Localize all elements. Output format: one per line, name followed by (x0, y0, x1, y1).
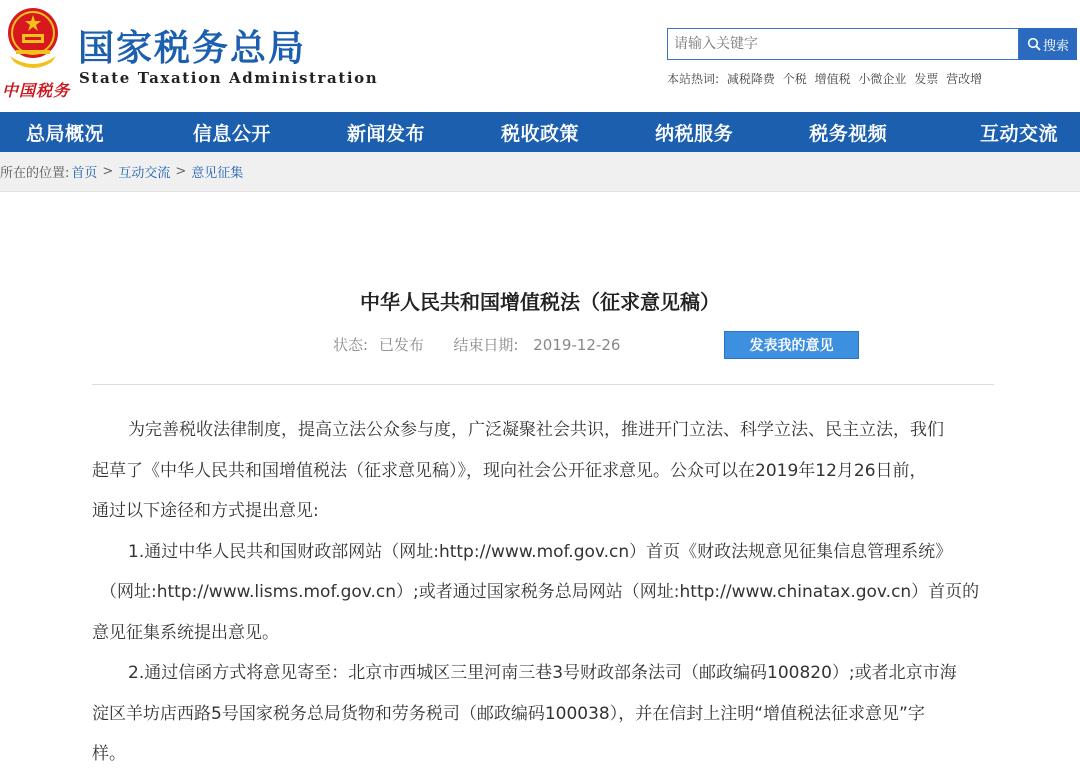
search-icon (1027, 37, 1041, 51)
submit-opinion-button[interactable]: 发表我的意见 (724, 331, 859, 359)
paragraph-line: 起草了《中华人民共和国增值税法（征求意见稿）》，现向社会公开征求意见。公众可以在2019年12月26日前， (92, 460, 927, 481)
breadcrumb-link-home[interactable]: 首页 (71, 166, 98, 181)
status-label: 状态: (333, 336, 369, 354)
nav-item-interaction[interactable]: 互动交流 (979, 122, 1058, 145)
paragraph-line: （网址:http://www.lisms.mof.gov.cn）;或者通过国家税务总局网站（网址:http://www.chinatax.gov.cn）首页的 (100, 582, 980, 602)
paragraph-line: 通过以下途径和方式提出意见: (92, 501, 319, 521)
nav-item-overview[interactable]: 总局概况 (26, 122, 105, 145)
hot-word-link[interactable]: 发票 (914, 72, 939, 86)
breadcrumb-prefix: 所在的位置: (0, 166, 70, 181)
end-date-value: 2019-12-26 (533, 336, 621, 354)
breadcrumb-link-interaction[interactable]: 互动交流 (118, 166, 171, 181)
hot-word-link[interactable]: 增值税 (814, 72, 851, 86)
hot-word-link[interactable]: 减税降费 (726, 72, 775, 86)
breadcrumb-separator: > (102, 164, 114, 179)
end-date-label: 结束日期: (453, 336, 519, 354)
article-meta (333, 334, 620, 355)
page-title: 中华人民共和国增值税法（征求意见稿） (360, 290, 720, 314)
hot-words (667, 70, 986, 87)
search-button-label: 搜索 (1042, 38, 1069, 54)
search-box (667, 28, 1019, 60)
breadcrumb (0, 152, 1080, 192)
paragraph-line: 淀区羊坊店西路5号国家税务总局货物和劳务税司（邮政编码100038），并在信封上注明“增值税法征求意见”字 (92, 703, 925, 724)
hot-word-link[interactable]: 个税 (782, 72, 807, 86)
search-input[interactable] (668, 29, 1018, 59)
site-name[interactable]: 国家税务总局 (78, 28, 307, 69)
main-nav (0, 112, 1080, 152)
nav-item-news[interactable]: 新闻发布 (346, 122, 425, 145)
paragraph-line: 1.通过中华人民共和国财政部网站（网址:http://www.mof.gov.cn）首页《财政法规意见征集信息管理系统》 (128, 541, 953, 562)
nav-item-taxpayer-service[interactable]: 纳税服务 (655, 122, 734, 145)
nav-item-tax-video[interactable]: 税务视频 (809, 122, 888, 145)
breadcrumb-separator: > (175, 164, 187, 179)
paragraph-line: 意见征集系统提出意见。 (92, 622, 279, 643)
paragraph-line: 为完善税收法律制度，提高立法公众参与度，广泛凝聚社会共识，推进开门立法、科学立法、民主立法，我们 (128, 420, 944, 440)
site-name-english: State Taxation Administration (79, 69, 379, 87)
breadcrumb-link-opinion[interactable]: 意见征集 (191, 166, 244, 181)
hot-word-link[interactable]: 营改增 (946, 72, 983, 86)
divider (92, 384, 994, 385)
national-emblem-icon (4, 6, 62, 72)
hot-words-label: 本站热词: (667, 72, 720, 86)
paragraph-line: 2.通过信函方式将意见寄至：北京市西城区三里河南三巷3号财政部条法司（邮政编码100820）;或者北京市海 (128, 663, 957, 683)
search-button[interactable] (1019, 28, 1077, 60)
site-header (0, 0, 1080, 108)
logo-script: 中国税务 (2, 81, 71, 100)
paragraph-line: 样。 (92, 744, 126, 764)
hot-word-link[interactable]: 小微企业 (858, 72, 907, 86)
nav-item-info-disclosure[interactable]: 信息公开 (192, 122, 271, 145)
nav-item-tax-policy[interactable]: 税收政策 (501, 122, 580, 145)
article-body (92, 410, 996, 775)
status-value: 已发布 (378, 336, 424, 354)
